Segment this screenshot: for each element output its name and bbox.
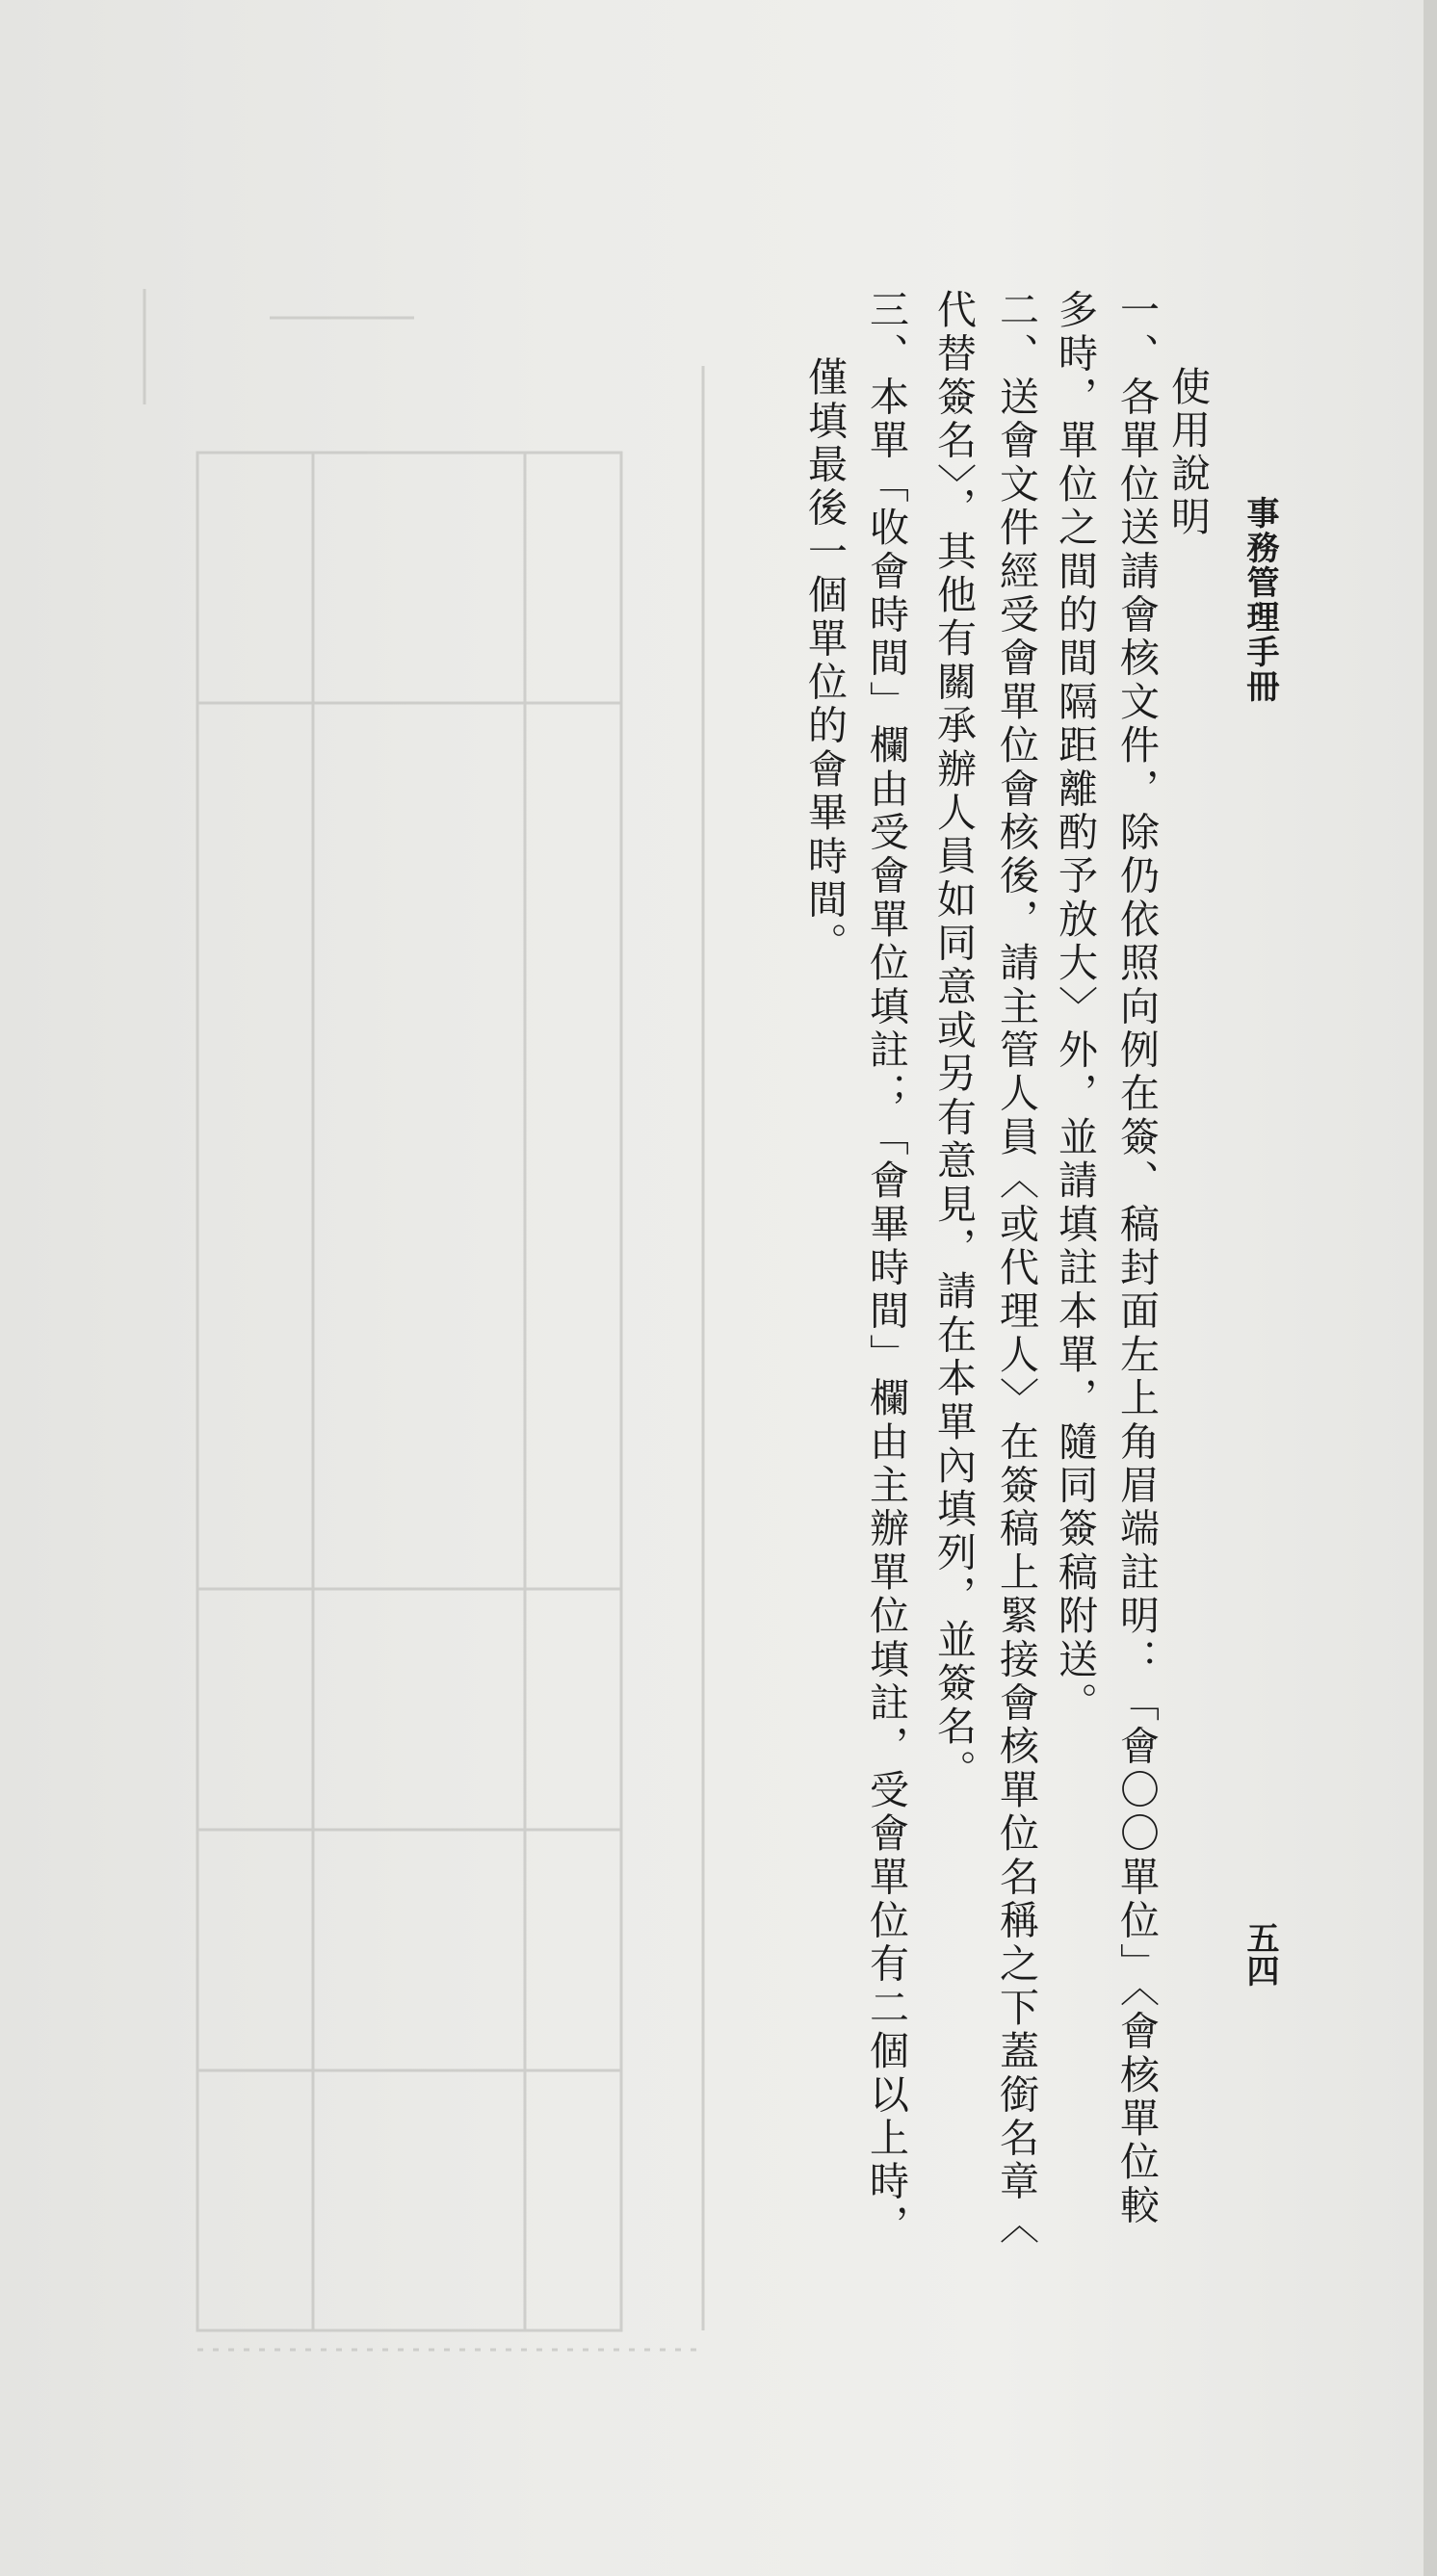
page-edge <box>1424 0 1437 2576</box>
instruction-item-2-line-1: 二、送會文件經受會單位會核後，請主管人員〈或代理人〉在簽稿上緊接會核單位名稱之下蓋銜名章〈 <box>993 289 1039 2248</box>
instructions-heading: 使用說明 <box>1164 366 1211 539</box>
instruction-item-3-line-2: 僅填最後一個單位的會畢時間。 <box>801 356 848 966</box>
header-title: 事務管理手冊 <box>1241 496 1279 704</box>
page-number: 五四 <box>1241 1921 1279 1987</box>
instruction-item-3-line-1: 三、本單「收會時間」欄由受會單位填註；「會畢時間」欄由主辦單位填註，受會單位有二個以上時， <box>863 289 909 2248</box>
instruction-item-2-line-2: 代替簽名〉，其他有關承辦人員如同意或另有意見，請在本單內填列，並簽名。 <box>930 289 977 1793</box>
instruction-item-1-line-1: 一、各單位送請會核文件，除仍依照向例在簽、稿封面左上角眉端註明：「會〇〇單位」〈會核單位較 <box>1113 289 1160 2228</box>
instruction-item-1-line-2: 多時，單位之間的間隔距離酌予放大〉外，並請填註本單，隨同簽稿附送。 <box>1052 289 1098 1726</box>
